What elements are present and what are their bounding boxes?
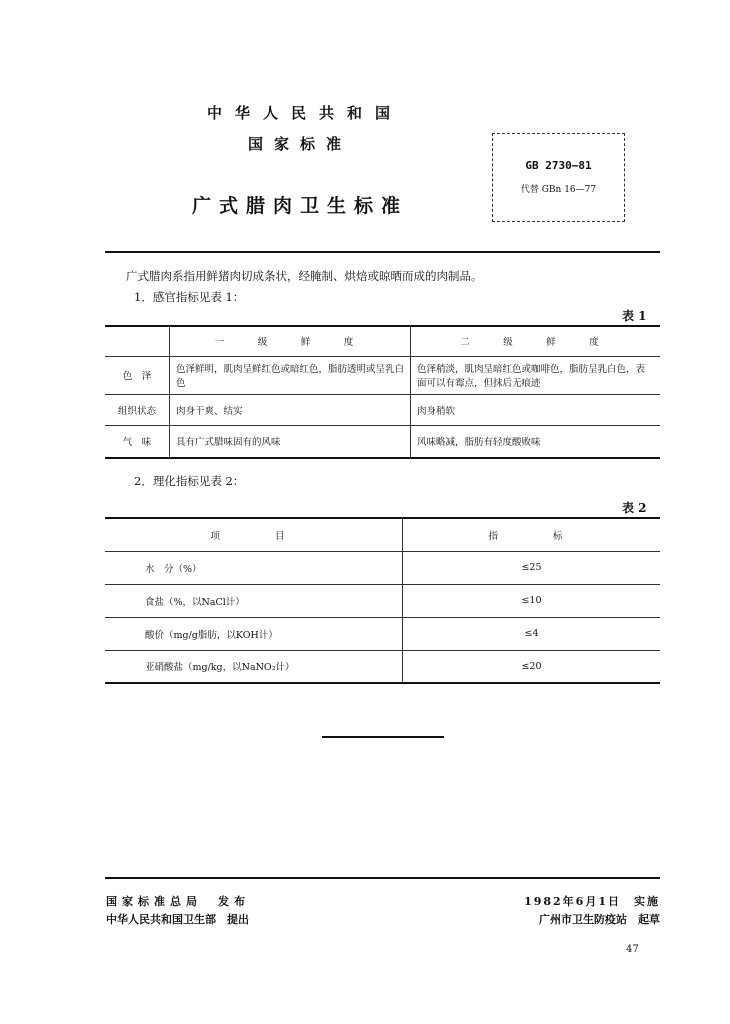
table-row — [105, 394, 660, 425]
table-cell: 色泽稍淡，肌肉呈暗红色或咖啡色，脂肪呈乳白色，表面可以有霉点，但抹后无痕迹 — [411, 356, 661, 394]
table-cell: 气 味 — [122, 437, 152, 449]
end-rule — [322, 736, 444, 738]
table-cell: ≤25 — [403, 551, 661, 584]
section-2-heading: 2．理化指标见表 2： — [134, 474, 245, 488]
sensory-table — [105, 325, 660, 459]
table-row — [105, 551, 660, 584]
table-header-cell: 指 标 — [403, 518, 661, 551]
physicochemical-table — [105, 517, 660, 684]
table-header-cell: 一 级 鲜 度 — [170, 326, 411, 356]
document-title: 广式腊肉卫生标准 — [191, 195, 408, 217]
table-cell: 组织状态 — [117, 405, 156, 417]
table-row — [105, 650, 660, 683]
footer-rule — [105, 877, 660, 879]
table-row — [105, 617, 660, 650]
footer-proposer: 中华人民共和国卫生部 提出 — [106, 913, 249, 926]
intro-text: 广式腊肉系指用鲜猪肉切成条状，经腌制、烘焙或晾晒而成的肉制品。 — [126, 269, 483, 283]
table-cell: ≤10 — [403, 584, 661, 617]
header-category: 国家标准 — [247, 135, 352, 153]
table-2-label: 表 2 — [622, 501, 647, 515]
page-number: 47 — [626, 944, 639, 955]
table-cell: 色 泽 — [122, 371, 152, 382]
table-cell: 肉身稍软 — [411, 394, 661, 425]
table-header-cell — [105, 326, 170, 356]
table-cell: ≤4 — [403, 617, 661, 650]
header-rule — [105, 251, 660, 253]
table-row — [105, 326, 660, 356]
table-row — [105, 518, 660, 551]
table-row — [105, 356, 660, 394]
table-cell: ≤20 — [403, 650, 661, 683]
table-cell: 亚硝酸盐（mg/kg，以NaNO₂计） — [145, 662, 295, 674]
footer-date: 1982年6月1日 实施 — [524, 895, 660, 908]
table-cell: 水 分（%） — [145, 563, 202, 575]
table-cell: 色泽鲜明，肌肉呈鲜红色或暗红色，脂肪透明或呈乳白色 — [170, 356, 411, 394]
table-header-cell: 二 级 鲜 度 — [411, 326, 661, 356]
table-cell: 食盐（%，以NaCl计） — [145, 596, 245, 608]
table-header-cell: 项 目 — [210, 530, 297, 542]
table-cell: 酸价（mg/g脂肪，以KOH计） — [145, 629, 278, 641]
section-1-heading: 1．感官指标见表 1： — [134, 290, 245, 304]
footer-drafter: 广州市卫生防疫站 起草 — [539, 913, 660, 926]
header-country: 中华人民共和国 — [206, 104, 403, 122]
standard-number-box — [492, 133, 625, 222]
footer-issuer: 国家标准总局 发布 — [106, 895, 250, 908]
table-row — [105, 425, 660, 458]
table-cell: 风味略减，脂肪有轻度酸败味 — [411, 425, 661, 458]
table-cell: 肉身干爽、结实 — [170, 394, 411, 425]
standard-replaces: 代替 GBn 16—77 — [520, 185, 597, 195]
standard-number: GB 2730—81 — [525, 159, 592, 172]
table-row — [105, 584, 660, 617]
table-cell: 具有广式腊味固有的风味 — [170, 425, 411, 458]
table-1-label: 表 1 — [622, 309, 647, 323]
